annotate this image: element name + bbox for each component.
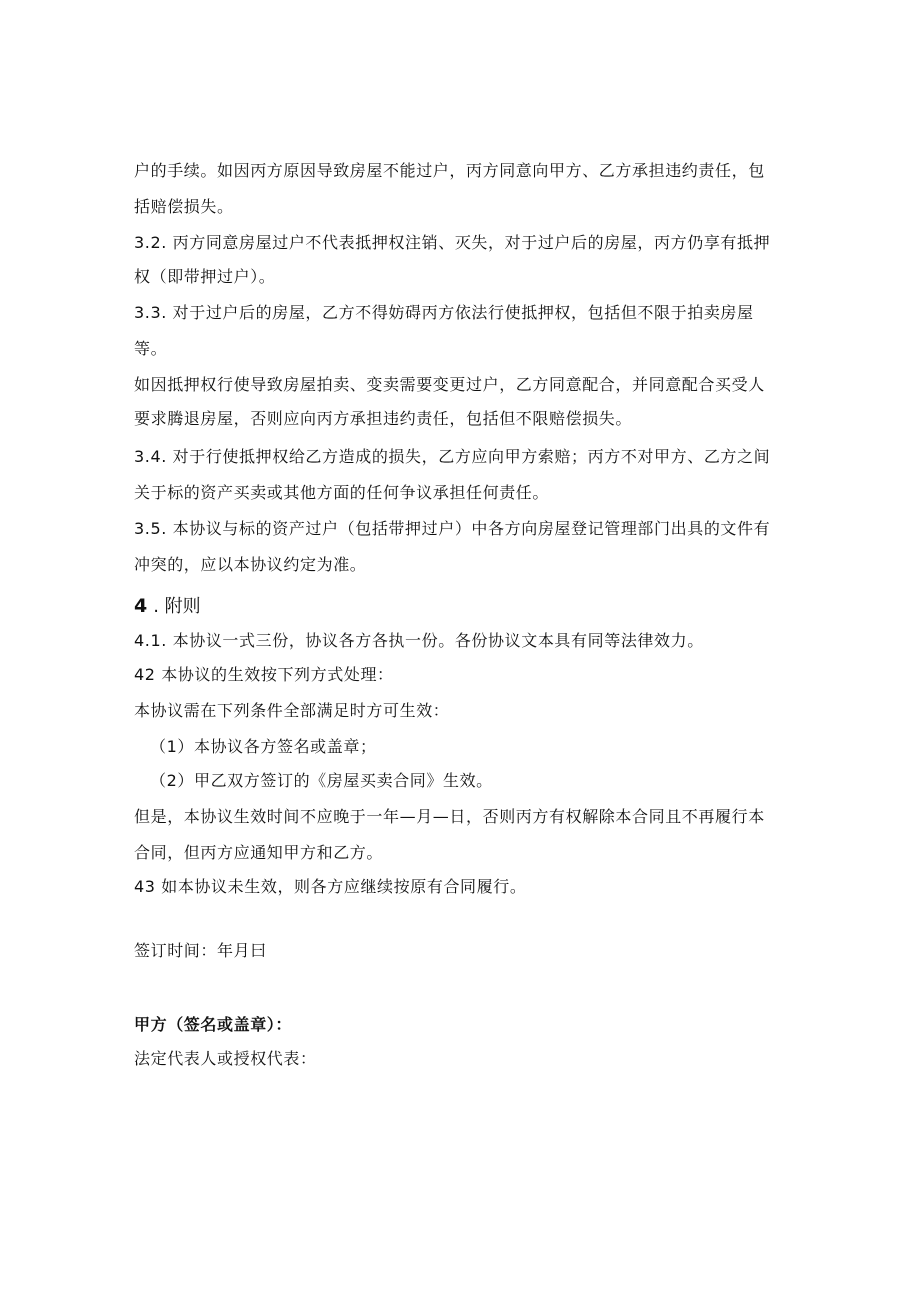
paragraph-line: 冲突的，应以本协议约定为准。 — [134, 555, 367, 574]
signing-time: 签订时间：年月曰 — [134, 941, 267, 960]
party-a-signature-label: 甲方（签名或盖章）： — [134, 1015, 293, 1034]
condition-item: （1）本协议各方签名或盖章； — [150, 737, 377, 756]
paragraph-line: 本协议需在下列条件全部满足时方可生效： — [134, 701, 450, 720]
clause-3-4: 3.4. 对于行使抵押权给乙方造成的损失，乙方应向甲方索赔；丙方不对甲方、乙方之间 — [134, 447, 771, 466]
section-number: 4 — [134, 595, 148, 617]
clause-4-1: 4.1. 本协议一式三份，协议各方各执一份。各份协议文本具有同等法律效力。 — [134, 631, 704, 650]
section-heading — [134, 594, 201, 619]
representative-label: 法定代表人或授权代表： — [134, 1049, 317, 1068]
paragraph-line: 如因抵押权行使导致房屋拍卖、变卖需要变更过户，乙方同意配合，并同意配合买受人 — [134, 375, 765, 394]
paragraph-line: 户的手续。如因丙方原因导致房屋不能过户，丙方同意向甲方、乙方承担违约责任，包 — [134, 161, 765, 180]
paragraph-line: 括赔偿损失。 — [134, 197, 234, 216]
clause-3-2: 3.2. 丙方同意房屋过户不代表抵押权注销、灭失，对于过户后的房屋，丙方仍享有抵押 — [134, 233, 771, 252]
paragraph-line: 权（即带押过户）。 — [134, 267, 276, 286]
paragraph-line: 合同，但丙方应通知甲方和乙方。 — [134, 843, 384, 862]
paragraph-line: 要求腾退房屋，否则应向丙方承担违约责任，包括但不限赔偿损失。 — [134, 409, 633, 428]
clause-3-3: 3.3. 对于过户后的房屋，乙方不得妨碍丙方依法行使抵押权，包括但不限于拍卖房屋 — [134, 303, 754, 322]
paragraph-line: 但是，本协议生效时间不应晚于一年—月—日，否则丙方有权解除本合同且不再履行本 — [134, 807, 765, 826]
clause-3-5: 3.5. 本协议与标的资产过户（包括带押过户）中各方向房屋登记管理部门出具的文件有 — [134, 519, 771, 538]
clause-4-3: 43 如本协议未生效，则各方应继续按原有合同履行。 — [134, 877, 527, 896]
paragraph-line: 关于标的资产买卖或其他方面的任何争议承担任何责任。 — [134, 483, 550, 502]
section-title: . 附则 — [153, 596, 201, 617]
paragraph-line: 等。 — [134, 339, 168, 358]
condition-item: （2）甲乙双方签订的《房屋买卖合同》生效。 — [150, 771, 493, 790]
clause-4-2: 42 本协议的生效按下列方式处理： — [134, 665, 394, 684]
